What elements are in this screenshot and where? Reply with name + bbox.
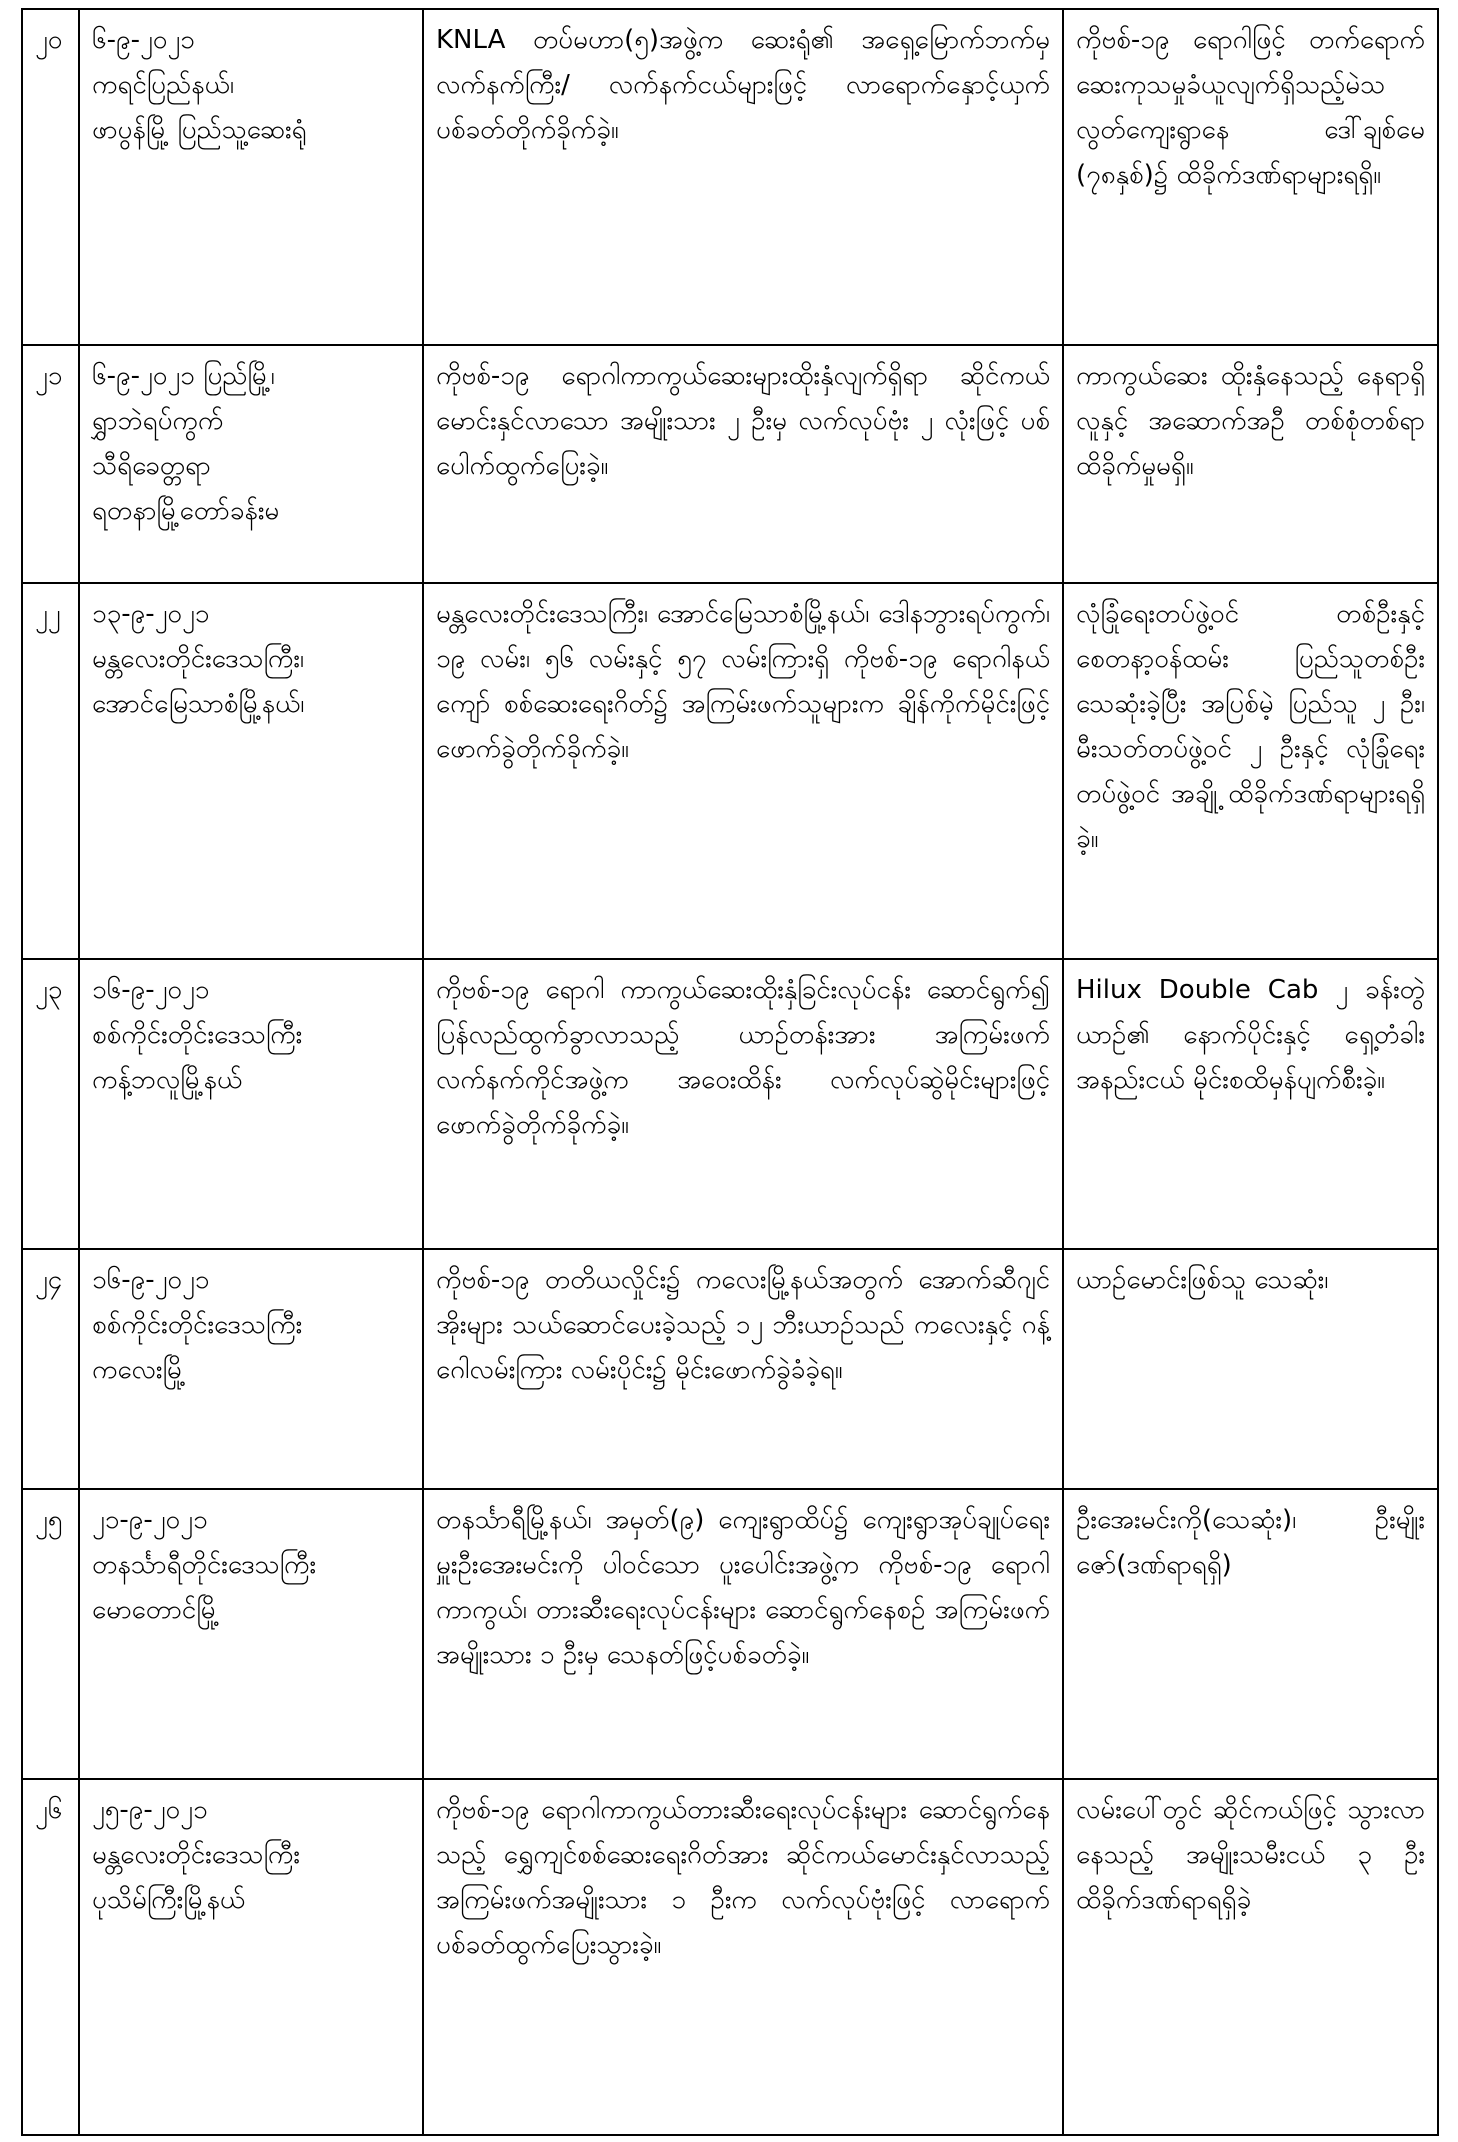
event-description: ကိုဗစ်-၁၉ တတိယလှိုင်း၌ ကလေးမြို့နယ်အတွက် အောက်ဆီဂျင်အိုးများ သယ်ဆောင်ပေးခဲ့သည့် ၁၂ ဘီးယာဉ်သည် ကလေးနှင့် ဂန့်ဂေါလမ်းကြား လမ်းပိုင်း၌ မိုင်းဖောက်ခွဲခံခဲ့ရ။ [423, 1249, 1063, 1489]
date-place-cell [79, 959, 423, 1249]
result-description: ကာကွယ်ဆေး ထိုးနှံနေသည့် နေရာရှိ လူနှင့် အဆောက်အဦ တစ်စုံတစ်ရာ ထိခိုက်မှုမရှိ။ [1063, 345, 1438, 583]
date-place-line: ရွှာဘဲရပ်ကွက် [92, 406, 224, 436]
row-number: ၂၀ [22, 9, 79, 345]
event-description: ကိုဗစ်-၁၉ ရောဂါ ကာကွယ်ဆေးထိုးနှံခြင်းလုပ်ငန်း ဆောင်ရွက်၍ ပြန်လည်ထွက်ခွာလာသည့် ယာဉ်တန်းအား အကြမ်းဖက်လက်နက်ကိုင်အဖွဲ့က အဝေးထိန်း လက်လုပ်ဆွဲမိုင်းများဖြင့် ဖောက်ခွဲတိုက်ခိုက်ခဲ့။ [423, 959, 1063, 1249]
result-description: ကိုဗစ်-၁၉ ရောဂါဖြင့် တက်ရောက်ဆေးကုသမှုခံယူလျက်ရှိသည့်မဲသလွတ်ကျေးရွာနေ ဒေါ်ချစ်မေ (၇၈နှစ်)၌ ထိခိုက်ဒဏ်ရာများရရှိ။ [1063, 9, 1438, 345]
result-description: လမ်းပေါ်တွင် ဆိုင်ကယ်ဖြင့် သွားလာနေသည့် အမျိုးသမီးငယ် ၃ ဦး ထိခိုက်ဒဏ်ရာရရှိခဲ့ [1063, 1779, 1438, 2135]
event-description: တနင်္သာရီမြို့နယ်၊ အမှတ်(၉) ကျေးရွာထိပ်၌ ကျေးရွာအုပ်ချုပ်ရေးမှူးဦးအေးမင်းကို ပါဝင်သော ပူးပေါင်းအဖွဲ့က ကိုဗစ်-၁၉ ရောဂါ ကာကွယ်၊ တားဆီးရေးလုပ်ငန်းများ ဆောင်ရွက်နေစဉ် အကြမ်းဖက်အမျိုးသား ၁ ဦးမှ သေနတ်ဖြင့်ပစ်ခတ်ခဲ့။ [423, 1489, 1063, 1779]
event-description: ကိုဗစ်-၁၉ ရောဂါကာကွယ်တားဆီးရေးလုပ်ငန်းများ ဆောင်ရွက်နေသည့် ရွှေကျင်စစ်ဆေးရေးဂိတ်အား ဆိုင်ကယ်မောင်းနှင်လာသည့် အကြမ်းဖက်အမျိုးသား ၁ ဦးက လက်လုပ်ဗုံးဖြင့် လာရောက်ပစ်ခတ်ထွက်ပြေးသွားခဲ့။ [423, 1779, 1063, 2135]
table-row [22, 1489, 1438, 1779]
date-place-cell [79, 1489, 423, 1779]
date-place-cell [79, 583, 423, 959]
date-place-line: တနင်္သာရီတိုင်းဒေသကြီး [92, 1550, 317, 1580]
date-place-cell [79, 1249, 423, 1489]
date-place-line: ရတနာမြို့တော်ခန်းမ [92, 496, 280, 526]
row-number: ၂၂ [22, 583, 79, 959]
date-place-line: သီရိခေတ္တရာ [92, 451, 211, 481]
event-description: မန္တလေးတိုင်းဒေသကြီး၊ အောင်မြေသာစံမြို့နယ်၊ ဒေါနဘွားရပ်ကွက်၊ ၁၉ လမ်း၊ ၅၆ လမ်းနှင့် ၅၇ လမ်းကြားရှိ ကိုဗစ်-၁၉ ရောဂါနယ်ကျော် စစ်ဆေးရေးဂိတ်၌ အကြမ်းဖက်သူများက ချိန်ကိုက်မိုင်းဖြင့် ဖောက်ခွဲတိုက်ခိုက်ခဲ့။ [423, 583, 1063, 959]
date-place-line: ၂၅-၉-၂၀၂၁ [92, 1795, 208, 1825]
table-row [22, 583, 1438, 959]
incident-table [21, 8, 1439, 2136]
date-place-line: ၆-၉-၂၀၂၁ ပြည်မြို့၊ [92, 361, 275, 391]
row-number: ၂၅ [22, 1489, 79, 1779]
date-place-line: ကန့်ဘလူမြို့နယ် [92, 1065, 243, 1095]
date-place-line: ဖာပွန်မြို့ ပြည်သူ့ဆေးရုံ [92, 115, 307, 145]
row-number: ၂၄ [22, 1249, 79, 1489]
date-place-line: ၆-၉-၂၀၂၁ [92, 25, 195, 55]
date-place-line: အောင်မြေသာစံမြို့နယ်၊ [92, 689, 305, 719]
date-place-cell [79, 9, 423, 345]
date-place-cell [79, 1779, 423, 2135]
table-row [22, 345, 1438, 583]
date-place-line: ပုသိမ်ကြီးမြို့နယ် [92, 1885, 246, 1915]
date-place-cell [79, 345, 423, 583]
date-place-line: မန္တလေးတိုင်းဒေသကြီး၊ [92, 644, 305, 674]
table-row [22, 1249, 1438, 1489]
date-place-line: ၁၃-၉-၂၀၂၁ [92, 599, 210, 629]
row-number: ၂၁ [22, 345, 79, 583]
event-description: ကိုဗစ်-၁၉ ရောဂါကာကွယ်ဆေးများထိုးနှံလျက်ရှိရာ ဆိုင်ကယ်မောင်းနှင်လာသော အမျိုးသား ၂ ဦးမှ လက်လုပ်ဗုံး ၂ လုံးဖြင့် ပစ်ပေါက်ထွက်ပြေးခဲ့။ [423, 345, 1063, 583]
result-description: ယာဉ်မောင်းဖြစ်သူ သေဆုံး၊ [1063, 1249, 1438, 1489]
date-place-line: ၁၆-၉-၂၀၂၁ [92, 975, 210, 1005]
date-place-line: မောတောင်မြို့ [92, 1595, 220, 1625]
result-description: ဦးအေးမင်းကို(သေဆုံး)၊ ဦးမျိုးဇော်(ဒဏ်ရာရရှိ) [1063, 1489, 1438, 1779]
date-place-line: ၁၆-၉-၂၀၂၁ [92, 1265, 210, 1295]
date-place-line: ကလေးမြို့ [92, 1355, 186, 1385]
table-row [22, 1779, 1438, 2135]
date-place-line: စစ်ကိုင်းတိုင်းဒေသကြီး [92, 1020, 303, 1050]
table-row [22, 9, 1438, 345]
row-number: ၂၆ [22, 1779, 79, 2135]
date-place-line: ကရင်ပြည်နယ်၊ [92, 70, 234, 100]
table-row [22, 959, 1438, 1249]
date-place-line: စစ်ကိုင်းတိုင်းဒေသကြီး [92, 1310, 303, 1340]
row-number: ၂၃ [22, 959, 79, 1249]
date-place-line: မန္တလေးတိုင်းဒေသကြီး [92, 1840, 300, 1870]
result-description: လုံခြုံရေးတပ်ဖွဲ့ဝင် တစ်ဦးနှင့် စေတနာ့ဝန်ထမ်း ပြည်သူတစ်ဦး သေဆုံးခဲ့ပြီး အပြစ်မဲ့ ပြည်သူ ၂ ဦး၊ မီးသတ်တပ်ဖွဲ့ဝင် ၂ ဦးနှင့် လုံခြုံရေးတပ်ဖွဲ့ဝင် အချို့ ထိခိုက်ဒဏ်ရာများရရှိခဲ့။ [1063, 583, 1438, 959]
result-description: Hilux Double Cab ၂ ခန်းတွဲယာဉ်၏ နောက်ပိုင်းနှင့် ရှေ့တံခါးအနည်းငယ် မိုင်းစထိမှန်ပျက်စီးခဲ့။ [1063, 959, 1438, 1249]
event-description: KNLA တပ်မဟာ(၅)အဖွဲ့က ဆေးရုံ၏ အရှေ့မြောက်ဘက်မှ လက်နက်ကြီး/ လက်နက်ငယ်များဖြင့် လာရောက်နှောင့်ယှက်ပစ်ခတ်တိုက်ခိုက်ခဲ့။ [423, 9, 1063, 345]
date-place-line: ၂၁-၉-၂၀၂၁ [92, 1505, 208, 1535]
